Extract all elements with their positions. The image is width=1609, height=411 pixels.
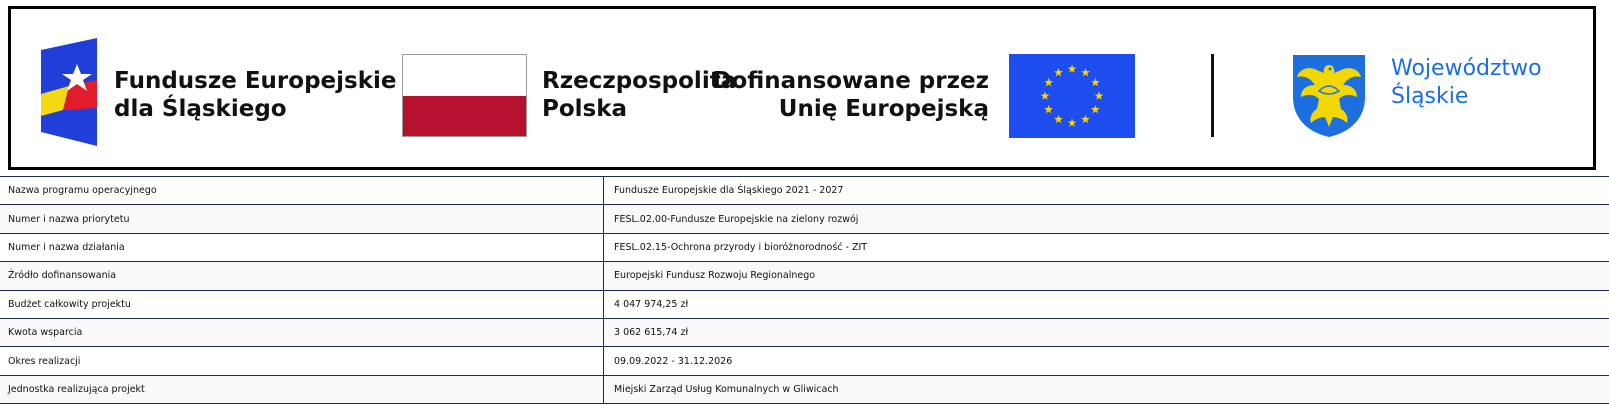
wojewodztwo-slaskie-text [1391,55,1542,111]
row-value: Europejski Fundusz Rozwoju Regionalnego [604,262,1609,290]
dofinansowane-text [711,67,989,123]
row-label: Numer i nazwa działania [0,233,604,261]
eu-line2: Unię Europejską [778,96,989,122]
logo-divider [1211,54,1214,137]
row-label: Nazwa programu operacyjnego [0,177,604,205]
funding-logo-banner [8,6,1596,170]
row-value: Fundusze Europejskie dla Śląskiego 2021 - 2027 [604,177,1609,205]
silesia-coat-of-arms-icon [1289,51,1369,139]
row-value: 4 047 974,25 zł [604,290,1609,318]
polish-flag-icon [402,54,527,137]
row-label: Okres realizacji [0,347,604,375]
fundusze-europejskie-text [114,67,396,123]
project-info-table [0,176,1609,404]
ws-line1: Województwo [1391,56,1542,81]
eu-line1: Dofinansowane przez [712,68,989,94]
rp-line2: Polska [542,96,628,122]
fundusze-europejskie-logo-icon [39,36,99,148]
ws-line2: Śląskie [1391,84,1469,109]
row-value: 3 062 615,74 zł [604,318,1609,346]
table-row [0,205,1609,233]
rzeczpospolita-text [542,67,736,123]
rp-line1: Rzeczpospolita [542,68,737,94]
table-row [0,177,1609,205]
row-value: FESL.02.00-Fundusze Europejskie na zielony rozwój [604,205,1609,233]
fe-line1: Fundusze Europejskie [114,68,397,94]
table-row [0,262,1609,290]
table-row [0,233,1609,261]
row-value: Miejski Zarząd Usług Komunalnych w Gliwicach [604,375,1609,403]
table-row [0,318,1609,346]
table-row [0,290,1609,318]
fe-line2: dla Śląskiego [114,96,287,122]
row-label: Jednostka realizująca projekt [0,375,604,403]
row-label: Numer i nazwa priorytetu [0,205,604,233]
row-value: FESL.02.15-Ochrona przyrody i bioróżnorodność - ZIT [604,233,1609,261]
row-label: Kwota wsparcia [0,318,604,346]
eu-flag-icon [1009,54,1135,138]
row-label: Źródło dofinansowania [0,262,604,290]
row-value: 09.09.2022 - 31.12.2026 [604,347,1609,375]
table-row [0,375,1609,403]
row-label: Budżet całkowity projektu [0,290,604,318]
table-row [0,347,1609,375]
